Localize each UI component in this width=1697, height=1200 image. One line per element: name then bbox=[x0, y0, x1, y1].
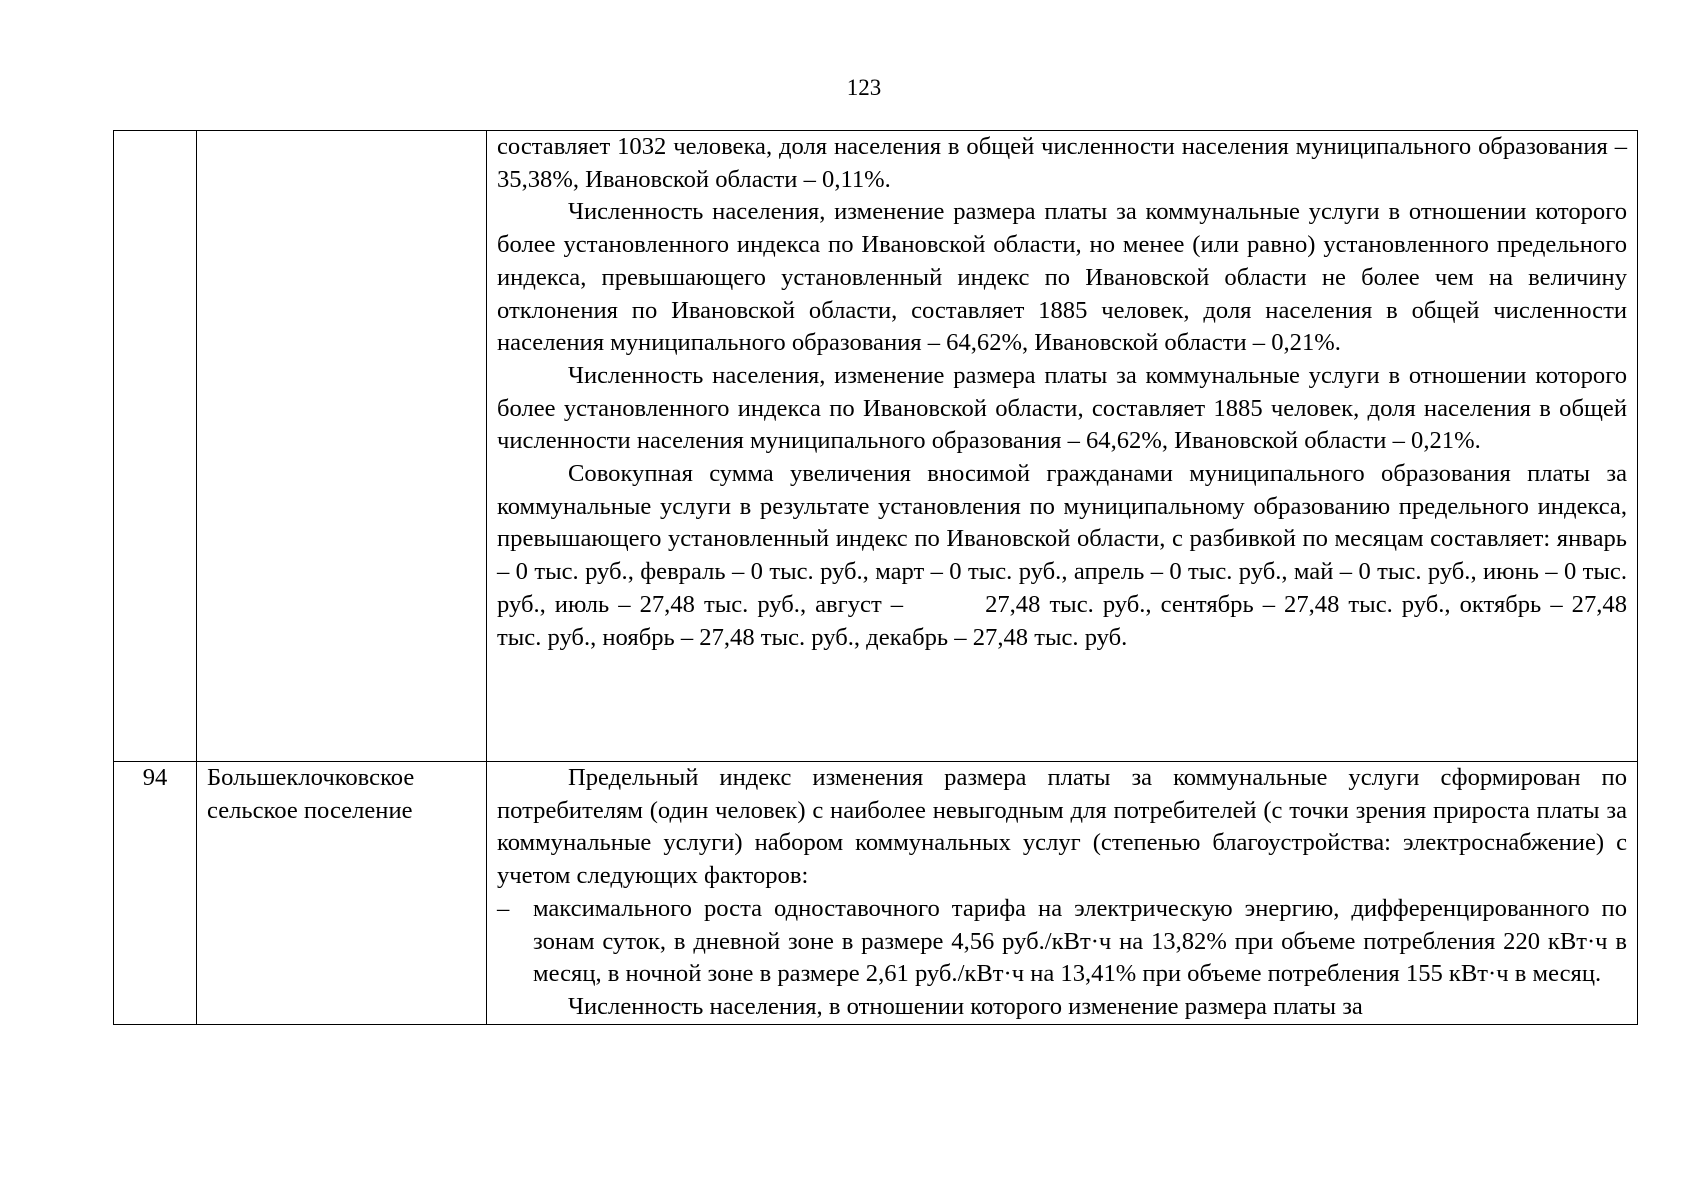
paragraph bbox=[497, 458, 1627, 654]
paragraph-part: 27,48 тыс. руб., сентябрь – 27,48 тыс. руб., октябрь – 27,48 тыс. руб., ноябрь – 27,48 тыс. руб., декабрь – 27,48 тыс. руб. bbox=[497, 590, 1627, 651]
row-number-cell: 94 bbox=[114, 762, 197, 1025]
description-cell bbox=[487, 762, 1638, 1025]
paragraph: Предельный индекс изменения размера платы за коммунальные услуги сформирован по потребителям (один человек) с наиболее невыгодным для потребителей (с точки зрения прироста платы за коммунальные услуги) набором коммунальных услуг (степенью благоустройства: электроснабжение) с учетом следующих факторов: bbox=[497, 764, 1627, 890]
list-item-text: максимального роста одноставочного тарифа на электрическую энергию, дифференцированного по зонам суток, в дневной зоне в размере 4,56 руб./кВт·ч на 13,82% при объеме потребления 220 кВт·ч в месяц, в ночной зоне в размере 2,61 руб./кВт·ч на 13,41% при объеме потребления 155 кВт·ч в месяц. bbox=[533, 894, 1627, 988]
table-row bbox=[114, 762, 1638, 1025]
dash-marker: – bbox=[497, 894, 510, 922]
row-number-cell bbox=[114, 131, 197, 762]
dash-list-item bbox=[497, 893, 1627, 991]
settlement-name-cell: Большеклочковское сельское поселение bbox=[197, 762, 487, 1025]
document-table bbox=[113, 130, 1638, 1025]
table-row bbox=[114, 131, 1638, 762]
paragraph: Численность населения, изменение размера платы за коммунальные услуги в отношении которого более установленного индекса по Ивановской области, составляет 1885 человек, доля населения в общей численности населения муниципального образования – 64,62%, Ивановской области – 0,21%. bbox=[497, 361, 1627, 455]
paragraph: Численность населения, в отношении которого изменение размера платы за bbox=[568, 992, 1363, 1020]
page-number: 123 bbox=[846, 75, 882, 100]
paragraph: составляет 1032 человека, доля населения в общей численности населения муниципального образования – 35,38%, Ивановской области – 0,11%. bbox=[497, 133, 1627, 193]
paragraph-part: Совокупная сумма увеличения вносимой гражданами муниципального образования платы за коммунальные услуги в результате установления по муниципальному образованию предельного индекса, превышающего установленный индекс по Ивановской области, с разбивкой по месяцам составляет: январь – 0 тыс. руб., февраль – 0 тыс. руб., март – 0 тыс. руб., апрель – 0 тыс. руб., май – 0 тыс. руб., июнь – 0 тыс. руб., июль – 27,48 тыс. руб., август – bbox=[497, 460, 1627, 618]
paragraph: Численность населения, изменение размера платы за коммунальные услуги в отношении которого более установленного индекса по Ивановской области, но менее (или равно) установленного предельного индекса, превышающего установленный индекс по Ивановской области не более чем на величину отклонения по Ивановской области, составляет 1885 человек, доля населения в общей численности населения муниципального образования – 64,62%, Ивановской области – 0,21%. bbox=[497, 198, 1627, 357]
settlement-name-cell bbox=[197, 131, 487, 762]
description-cell bbox=[487, 131, 1638, 762]
